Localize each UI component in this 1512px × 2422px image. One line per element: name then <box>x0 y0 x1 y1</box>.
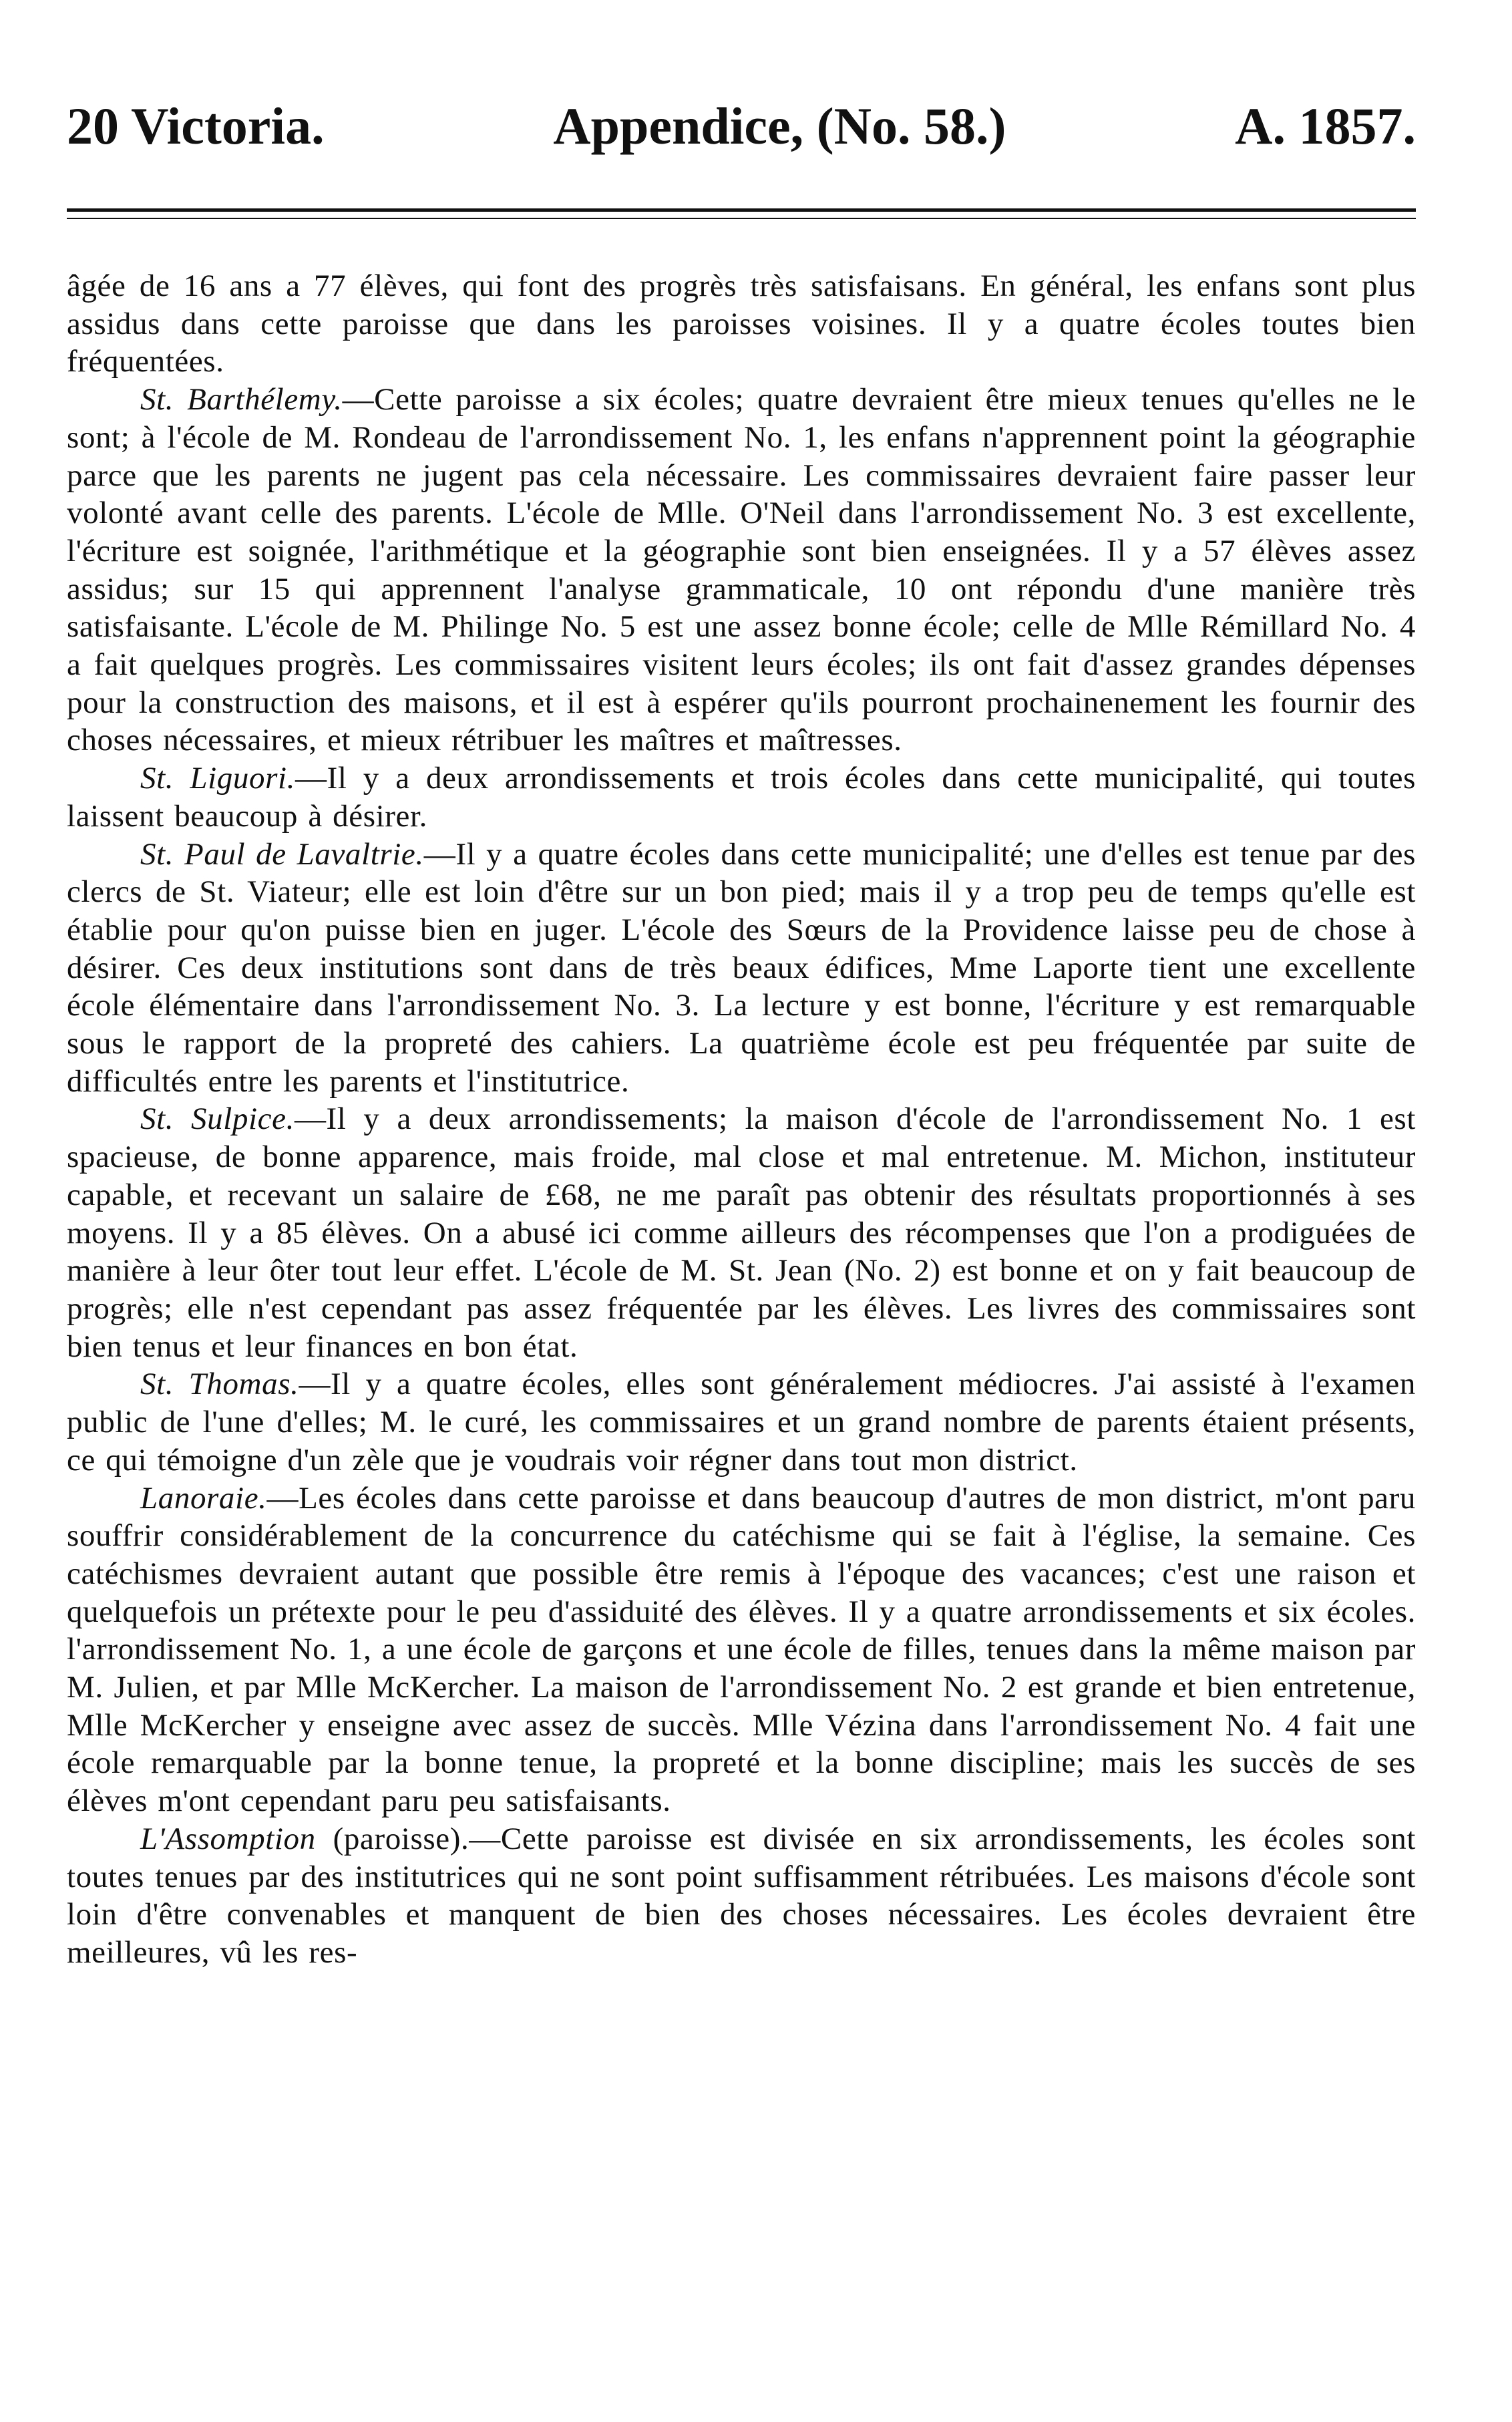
parish-name: St. Barthélemy. <box>140 382 343 417</box>
parish-name: St. Liguori. <box>140 761 295 796</box>
parish-name: St. Sulpice. <box>140 1101 295 1137</box>
paragraph-l-assomption: L'Assomption (paroisse).—Cette paroisse est divisée en six arrondissements, les écoles sont toutes tenues par des institutrices qui ne sont point suffisamment rétribuées. Les maisons d'école sont loin d'être convenables et manquent de bien des choses nécessaires. Les écoles devraient être meilleures, vû les res- <box>67 1821 1416 1970</box>
parish-name: Lanoraie. <box>140 1480 267 1516</box>
header-session: 20 Victoria. <box>67 97 325 155</box>
paragraph-lanoraie: Lanoraie.—Les écoles dans cette paroisse et dans beaucoup d'autres de mon district, m'ont paru souffrir considérablement de la concurrence du catéchisme qui se fait à l'église, la semaine. Ces catéchismes devraient autant que possible être remis à l'époque des vacances; c'est une raison et quelquefois un prétexte pour le peu d'assiduité des élèves. Il y a quatre arrondissements et six écoles. l'arrondissement No. 1, a une école de garçons et une école de filles, tenues dans la même maison par M. Julien, et par Mlle McKercher. La maison de l'arrondissement No. 2 est grande et bien entretenue, Mlle McKercher y enseigne avec assez de succès. Mlle Vézina dans l'arrondissement No. 4 fait une école remarquable par la bonne tenue, la propreté et la bonne discipline; mais les succès de ses élèves m'ont cependant paru peu satisfaisants. <box>67 1480 1416 1819</box>
paragraph-st-barthelemy: St. Barthélemy.—Cette paroisse a six écoles; quatre devraient être mieux tenues qu'elles ne le sont; à l'école de M. Rondeau de l'arrondissement No. 1, les enfans n'apprennent point la géographie parce que les parents ne jugent pas cela nécessaire. Les commissaires devraient faire passer leur volonté avant celle des parents. L'école de Mlle. O'Neil dans l'arrondissement No. 3 est excellente, l'écriture est soignée, l'arithmétique et la géographie sont bien enseignées. Il y a 57 élèves assez assidus; sur 15 qui apprennent l'analyse grammaticale, 10 ont répondu d'une manière très satisfaisante. L'école de M. Philinge No. 5 est une assez bonne école; celle de Mlle Rémillard No. 4 a fait quelques progrès. Les commissaires visitent leurs écoles; ils ont fait d'assez grandes dépenses pour la construction des maisons, et il est à espérer qu'ils pourront prochainenement les fournir des choses nécessaires, et mieux rétribuer les maîtres et maîtresses. <box>67 382 1416 758</box>
header-appendix: Appendice, (No. 58.) <box>553 97 1006 155</box>
parish-name: L'Assomption <box>140 1821 316 1856</box>
header-rule-thick <box>67 208 1416 212</box>
parish-name: St. Thomas. <box>140 1367 299 1402</box>
paragraph-st-liguori: St. Liguori.—Il y a deux arrondissements et trois écoles dans cette municipalité, qui toutes laissent beaucoup à désirer. <box>67 761 1416 834</box>
parish-name: St. Paul de Lavaltrie. <box>140 836 424 872</box>
running-header <box>67 97 1416 160</box>
body-text <box>67 267 1416 1972</box>
paragraph-st-paul-de-lavaltrie: St. Paul de Lavaltrie.—Il y a quatre écoles dans cette municipalité; une d'elles est tenue par des clercs de St. Viateur; elle est loin d'être sur un bon pied; mais il y a trop peu de temps qu'elle est établie pour qu'on puisse bien en juger. L'école des Sœurs de la Providence laisse peu de chose à désirer. Ces deux institutions sont dans de très beaux édifices, Mme Laporte tient une excellente école élémentaire dans l'arrondissement No. 3. La lecture y est bonne, l'écriture y est remarquable sous le rapport de la propreté des cahiers. La quatrième école est peu fréquentée par suite de difficultés entre les parents et l'institutrice. <box>67 836 1416 1099</box>
header-year: A. 1857. <box>1235 97 1416 155</box>
paragraph-continuation: âgée de 16 ans a 77 élèves, qui font des progrès très satisfaisans. En général, les enfans sont plus assidus dans cette paroisse que dans les paroisses voisines. Il y a quatre écoles toutes bien fréquentées. <box>67 269 1416 379</box>
paragraph-st-thomas: St. Thomas.—Il y a quatre écoles, elles sont généralement médiocres. J'ai assisté à l'examen public de l'une d'elles; M. le curé, les commissaires et un grand nombre de parents étaient présents, ce qui témoigne d'un zèle que je voudrais voir régner dans tout mon district. <box>67 1367 1416 1478</box>
header-rule-thin <box>67 218 1416 219</box>
header-double-rule <box>67 208 1416 219</box>
paragraph-st-sulpice: St. Sulpice.—Il y a deux arrondissements; la maison d'école de l'arrondissement No. 1 est spacieuse, de bonne apparence, mais froide, mal close et mal entretenue. M. Michon, instituteur capable, et recevant un salaire de £68, ne me paraît pas obtenir des résultats proportionnés à ses moyens. Il y a 85 élèves. On a abusé ici comme ailleurs des récompenses que l'on a prodiguées de manière à leur ôter tout leur effet. L'école de M. St. Jean (No. 2) est bonne et on y fait beaucoup de progrès; elle n'est cependant pas assez fréquentée par les élèves. Les livres des commissaires sont bien tenus et leur finances en bon état. <box>67 1101 1416 1364</box>
page <box>67 97 1416 1972</box>
